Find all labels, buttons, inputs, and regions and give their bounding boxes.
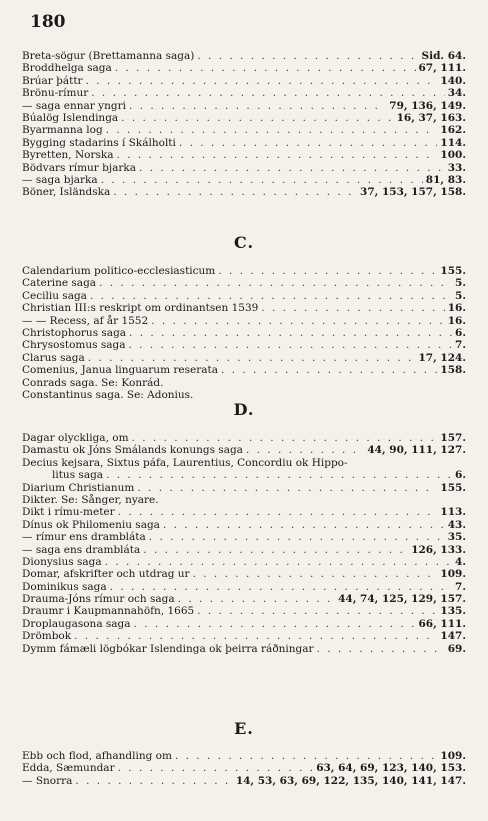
- entry-page-refs: 33.: [447, 161, 466, 174]
- dot-leader: [151, 315, 445, 327]
- dot-leader: [90, 290, 452, 302]
- entry-page-refs: 17, 124.: [418, 351, 466, 364]
- entry-title: Dínus ok Philomeniu saga: [22, 518, 160, 531]
- entry-page-refs: 69.: [447, 642, 466, 655]
- entry-title: Damastu ok Jóns Smálands konungs saga: [22, 444, 243, 457]
- entry-page-refs: 16.: [447, 302, 466, 315]
- entry-title: Breta-sögur (Brettamanna saga): [22, 50, 195, 62]
- index-entry: [22, 457, 466, 469]
- index-entry: [22, 544, 466, 556]
- entry-page-refs: 44, 74, 125, 129, 157.: [338, 593, 466, 606]
- entry-page-refs: 109.: [440, 568, 466, 581]
- index-entry: [22, 775, 466, 787]
- entry-title: Caterine saga: [22, 277, 97, 290]
- entry-title: Comenius, Janua linguarum reserata: [22, 364, 218, 377]
- entry-page-refs: 100.: [440, 149, 466, 162]
- entry-page-refs: 14, 53, 63, 69, 122, 135, 140, 141, 147.: [235, 774, 466, 787]
- entry-title: — saga ennar yngri: [22, 99, 126, 112]
- index-entry: [22, 162, 466, 174]
- index-section-b: [22, 50, 466, 199]
- entry-page-refs: 16.: [447, 314, 466, 327]
- index-entry: [22, 124, 466, 136]
- entry-page-refs: 5.: [455, 289, 466, 302]
- entry-page-refs: 109.: [440, 750, 466, 762]
- dot-leader: [163, 519, 445, 531]
- dot-leader: [193, 568, 438, 580]
- entry-title: Diarium Christianum: [22, 481, 135, 494]
- entry-title: Clarus saga: [22, 351, 85, 364]
- dot-leader: [118, 506, 438, 518]
- index-entry: [22, 277, 466, 289]
- index-entry: [22, 62, 466, 74]
- entry-title: Constantinus saga. Se: Adonius.: [22, 388, 194, 401]
- entry-page-refs: 6.: [455, 326, 466, 339]
- dot-leader: [179, 137, 438, 149]
- index-entry: [22, 137, 466, 149]
- entry-title: Drauma-Jóns rímur och saga: [22, 593, 175, 606]
- index-entry: [22, 593, 466, 605]
- entry-page-refs: 34.: [447, 87, 466, 100]
- dot-leader: [121, 112, 393, 124]
- index-entry: [22, 377, 466, 389]
- index-entry: [22, 339, 466, 351]
- dot-leader: [115, 62, 416, 74]
- dot-leader: [178, 593, 335, 605]
- entry-page-refs: 155.: [440, 481, 466, 494]
- index-entry: [22, 290, 466, 302]
- index-entry: [22, 315, 466, 327]
- entry-title: Decius kejsara, Sixtus páfa, Laurentius, Concordiu ok Hippo-: [22, 456, 348, 469]
- entry-title: Calendarium politico-ecclesiasticum: [22, 265, 216, 277]
- index-entry: [22, 581, 466, 593]
- index-entry: [22, 506, 466, 518]
- entry-page-refs: 67, 111.: [418, 62, 466, 75]
- index-section-d: [22, 432, 466, 655]
- index-entry: [22, 186, 466, 198]
- entry-page-refs: 6.: [455, 469, 466, 482]
- entry-title: Búalög Islendinga: [22, 111, 119, 124]
- index-entry: [22, 469, 466, 481]
- dot-leader: [261, 302, 444, 314]
- index-entry: [22, 174, 466, 186]
- dot-leader: [139, 162, 445, 174]
- dot-leader: [175, 750, 437, 762]
- dot-leader: [197, 50, 418, 62]
- index-entry: [22, 605, 466, 617]
- entry-title: Domar, afskrifter och utdrag ur: [22, 568, 190, 581]
- entry-page-refs: 162.: [440, 124, 466, 137]
- entry-page-refs: 126, 133.: [411, 543, 466, 556]
- entry-title: Dikt i rímu-meter: [22, 506, 115, 519]
- index-entry: [22, 149, 466, 161]
- dot-leader: [129, 100, 386, 112]
- entry-page-refs: 7.: [455, 339, 466, 352]
- dot-leader: [317, 643, 445, 655]
- entry-page-refs: 79, 136, 149.: [389, 99, 466, 112]
- dot-leader: [128, 339, 452, 351]
- entry-page-refs: 114.: [440, 136, 466, 149]
- entry-title: Christian III:s reskript om ordinantsen 1539: [22, 302, 259, 315]
- entry-title: Dionysius saga: [22, 555, 102, 568]
- entry-title: Böner, Isländska: [22, 186, 111, 199]
- index-entry: [22, 87, 466, 99]
- entry-page-refs: 5.: [455, 277, 466, 290]
- entry-title: — saga bjarka: [22, 173, 98, 186]
- entry-page-refs: 63, 64, 69, 123, 140, 153.: [316, 762, 466, 775]
- entry-title: Droplaugasona saga: [22, 617, 131, 630]
- index-entry: [22, 265, 466, 277]
- index-entry: [22, 302, 466, 314]
- dot-leader: [101, 174, 423, 186]
- dot-leader: [110, 581, 452, 593]
- entry-title: — saga ens drambláta: [22, 543, 141, 556]
- dot-leader: [105, 556, 452, 568]
- dot-leader: [132, 432, 438, 444]
- index-section-e: [22, 750, 466, 787]
- section-heading-d: D.: [233, 400, 255, 419]
- entry-title: Brúar þáttr: [22, 74, 83, 87]
- dot-leader: [118, 762, 314, 774]
- dot-leader: [86, 75, 438, 87]
- entry-title: Drömbok: [22, 630, 72, 643]
- index-entry: [22, 364, 466, 376]
- index-entry: [22, 482, 466, 494]
- entry-page-refs: 158.: [440, 364, 466, 377]
- dot-leader: [113, 186, 357, 198]
- entry-title: Conrads saga. Se: Konrád.: [22, 376, 164, 389]
- entry-page-refs: 66, 111.: [418, 617, 466, 630]
- index-entry: [22, 75, 466, 87]
- dot-leader: [74, 630, 437, 642]
- index-entry: [22, 50, 466, 62]
- entry-page-refs: 155.: [440, 265, 466, 277]
- entry-title: Chrysostomus saga: [22, 339, 126, 352]
- dot-leader: [143, 544, 408, 556]
- index-entry: [22, 762, 466, 774]
- entry-title: — — Recess, af år 1552: [22, 314, 149, 327]
- entry-page-refs: 44, 90, 111, 127.: [367, 444, 466, 457]
- index-entry: [22, 750, 466, 762]
- entry-page-refs: 16, 37, 163.: [396, 111, 466, 124]
- index-entry: [22, 494, 466, 506]
- entry-title: Bödvars rímur bjarka: [22, 161, 137, 174]
- section-heading-e: E.: [234, 719, 254, 738]
- entry-page-refs: 157.: [440, 432, 466, 444]
- dot-leader: [91, 87, 444, 99]
- index-entry: [22, 643, 466, 655]
- entry-title: — Snorra: [22, 774, 73, 787]
- entry-page-refs: 4.: [455, 555, 466, 568]
- dot-leader: [137, 482, 437, 494]
- entry-title: Ceciliu saga: [22, 289, 87, 302]
- entry-page-refs: Sid. 64.: [421, 50, 466, 62]
- dot-leader: [221, 364, 437, 376]
- index-entry: [22, 352, 466, 364]
- dot-leader: [218, 265, 437, 277]
- dot-leader: [246, 444, 364, 456]
- entry-page-refs: 37, 153, 157, 158.: [360, 186, 466, 199]
- section-heading-c: C.: [233, 233, 255, 252]
- entry-page-refs: 35.: [447, 531, 466, 544]
- dot-leader: [129, 327, 452, 339]
- dot-leader: [106, 124, 438, 136]
- entry-title: Christophorus saga: [22, 326, 127, 339]
- entry-page-refs: 147.: [440, 630, 466, 643]
- entry-page-refs: 135.: [440, 605, 466, 618]
- dot-leader: [149, 531, 445, 543]
- entry-title: Broddhelga saga: [22, 62, 112, 75]
- dot-leader: [88, 352, 416, 364]
- entry-page-refs: 113.: [440, 506, 466, 519]
- index-entry: [22, 100, 466, 112]
- page-number: 180: [30, 12, 66, 32]
- entry-page-refs: 7.: [455, 580, 466, 593]
- index-entry: [22, 568, 466, 580]
- dot-leader: [197, 605, 437, 617]
- entry-title: Dominikus saga: [22, 580, 107, 593]
- index-entry: [22, 112, 466, 124]
- dot-leader: [75, 775, 232, 787]
- entry-title: Draumr i Kaupmannahöfn, 1665: [22, 605, 195, 618]
- index-entry: [22, 556, 466, 568]
- index-entry: [22, 444, 466, 456]
- index-section-c: [22, 265, 466, 401]
- index-entry: [22, 618, 466, 630]
- entry-title: Dymm fámæli lögbókar Islendinga ok þeirra ráðningar: [22, 642, 314, 655]
- entry-title: — rímur ens drambláta: [22, 531, 146, 544]
- entry-page-refs: 43.: [447, 518, 466, 531]
- dot-leader: [106, 469, 452, 481]
- entry-page-refs: 81, 83.: [425, 173, 466, 186]
- dot-leader: [117, 149, 438, 161]
- entry-title: Ebb och flod, afhandling om: [22, 750, 172, 762]
- entry-title: litus saga: [52, 469, 104, 482]
- dot-leader: [99, 277, 452, 289]
- entry-page-refs: 140.: [440, 74, 466, 87]
- entry-title: Byretten, Norska: [22, 149, 114, 162]
- index-entry: [22, 327, 466, 339]
- dot-leader: [134, 618, 416, 630]
- entry-title: Brönu-rímur: [22, 87, 89, 100]
- index-entry: [22, 630, 466, 642]
- index-entry: [22, 531, 466, 543]
- entry-title: Dikter. Se: Sånger, nyare.: [22, 493, 159, 506]
- index-entry: [22, 519, 466, 531]
- entry-title: Byarmanna log: [22, 124, 103, 137]
- entry-title: Bygging stadarins í Skálholti: [22, 136, 176, 149]
- index-entry: [22, 432, 466, 444]
- entry-title: Edda, Sæmundar: [22, 762, 115, 775]
- entry-title: Dagar olyckliga, om: [22, 432, 129, 444]
